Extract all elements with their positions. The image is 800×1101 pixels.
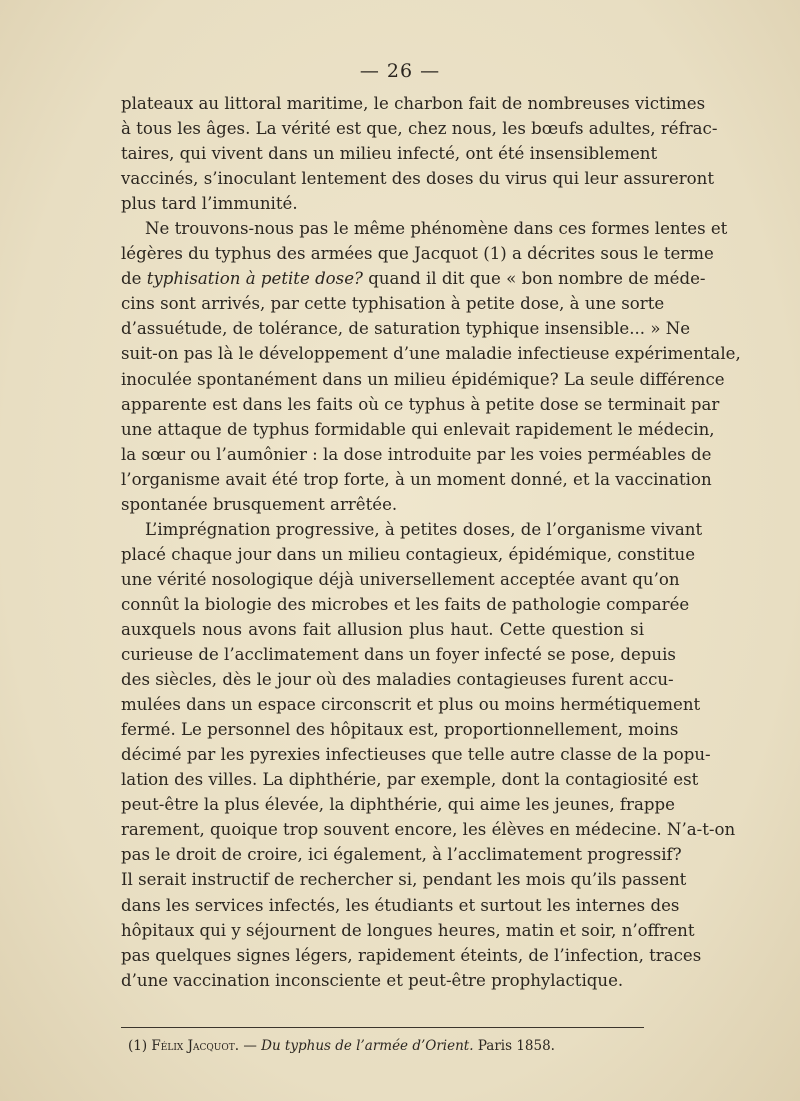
text-line: apparente est dans les faits où ce typhus à petite dose se terminait par (121, 394, 720, 414)
text-line: curieuse de l’acclimatement dans un foyer infecté se pose, depuis (121, 645, 676, 665)
text-line: de typhisation à petite dose? quand il dit que « bon nombre de méde- (121, 269, 706, 289)
text-line: taires, qui vivent dans un milieu infecté, ont été insensiblement (121, 144, 658, 164)
text-line: à tous les âges. La vérité est que, chez nous, les bœufs adultes, réfrac- (121, 119, 718, 139)
body-text (121, 91, 741, 993)
paragraph (121, 517, 736, 993)
text-line: spontanée brusquement arrêtée. (121, 494, 398, 514)
text-line: hôpitaux qui y séjournent de longues heures, matin et soir, n’offrent (121, 920, 695, 940)
text-line: peut-être la plus élevée, la diphthérie, qui aime les jeunes, frappe (121, 795, 675, 815)
text-line: pas le droit de croire, ici également, à l’acclimatement progressif? (121, 845, 682, 865)
text-line: lation des villes. La diphthérie, par exemple, dont la contagiosité est (121, 770, 699, 790)
text-line: vaccinés, s’inoculant lentement des doses du virus qui leur assureront (121, 169, 715, 189)
text-line: placé chaque jour dans un milieu contagieux, épidémique, constitue (121, 544, 696, 564)
footnote-title: Du typhus de l’armée d’Orient. (261, 1038, 474, 1054)
text-line: d’une vaccination inconsciente et peut-être prophylactique. (121, 970, 624, 990)
text-line: inoculée spontanément dans un milieu épidémique? La seule différence (121, 369, 725, 389)
footnote-marker: (1) (128, 1038, 148, 1054)
text-line: fermé. Le personnel des hôpitaux est, proportionnellement, moins (121, 720, 679, 740)
text-line: rarement, quoique trop souvent encore, les élèves en médecine. N’a-t-on (121, 820, 736, 840)
footnote-dash: — (243, 1038, 257, 1054)
text-line: suit-on pas là le développement d’une maladie infectieuse expérimentale, (121, 344, 741, 364)
text-line: L’imprégnation progressive, à petites doses, de l’organisme vivant (145, 519, 703, 539)
text-line: dans les services infectés, les étudiants et surtout les internes des (121, 895, 680, 915)
text-line: plateaux au littoral maritime, le charbon fait de nombreuses victimes (121, 94, 706, 113)
text-line: légères du typhus des armées que Jacquot (1) a décrites sous le terme (121, 244, 714, 264)
text-line: une vérité nosologique déjà universellement acceptée avant qu’on (121, 569, 680, 589)
paragraph (121, 216, 741, 517)
paragraph (121, 91, 718, 216)
text-line: cins sont arrivés, par cette typhisation à petite dose, à une sorte (121, 294, 665, 314)
text-line: pas quelques signes légers, rapidement éteints, de l’infection, traces (121, 945, 702, 965)
text-line: connût la biologie des microbes et les faits de pathologie comparée (121, 594, 690, 614)
footnote (128, 1037, 644, 1055)
text-line: décimé par les pyrexies infectieuses que telle autre classe de la popu- (121, 745, 711, 765)
text-line: des siècles, dès le jour où des maladies contagieuses furent accu- (121, 670, 674, 690)
footnote-divider (121, 1027, 644, 1028)
text-line: mulées dans un espace circonscrit et plus ou moins hermétiquement (121, 695, 701, 715)
text-line: Il serait instructif de rechercher si, pendant les mois qu’ils passent (121, 870, 687, 890)
text-line: l’organisme avait été trop forte, à un moment donné, et la vaccination (121, 469, 712, 489)
footnote-author: Félix Jacquot. (151, 1038, 240, 1054)
text-line: la sœur ou l’aumônier : la dose introduite par les voies perméables de (121, 444, 712, 464)
text-line: auxquels nous avons fait allusion plus haut. Cette question si (121, 619, 644, 639)
text-line: Ne trouvons-nous pas le même phénomène dans ces formes lentes et (145, 219, 728, 239)
text-line: une attaque de typhus formidable qui enlevait rapidement le médecin, (121, 419, 715, 439)
page-number: — 26 — (359, 60, 441, 82)
text-line: d’assuétude, de tolérance, de saturation typhique insensible... » Ne (121, 319, 691, 339)
text-line: plus tard l’immunité. (121, 194, 298, 214)
footnote-place-date: Paris 1858. (477, 1038, 555, 1054)
